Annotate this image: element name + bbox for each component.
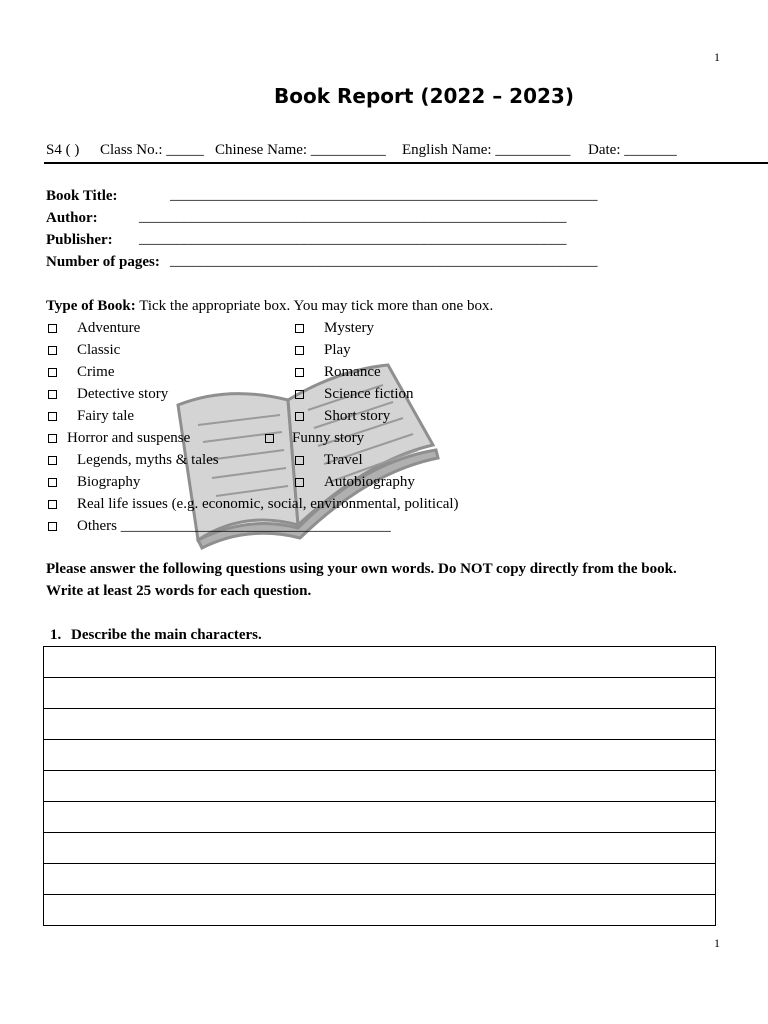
checkbox[interactable] [48,522,57,531]
book-title-label: Book Title: [46,188,118,204]
question-1-text: Describe the main characters. [71,627,262,643]
checkbox[interactable] [48,456,57,465]
type-of-book-instruction: Tick the appropriate box. You may tick more than one box. [139,298,494,314]
header-divider [44,162,768,164]
checkbox[interactable] [295,412,304,421]
checkbox[interactable] [295,390,304,399]
checkbox-item-play[interactable]: Play [295,342,351,359]
publisher-label: Publisher: [46,232,113,248]
checkbox[interactable] [295,478,304,487]
checkbox-item-horror-and-suspense[interactable]: Horror and suspense [48,430,190,447]
checkbox[interactable] [48,368,57,377]
instructions-line-1: Please answer the following questions using your own words. Do NOT copy directly from the book. [46,561,677,577]
checkbox-item-science-fiction[interactable]: Science fiction [295,386,414,403]
checkbox-item-real-life-issues[interactable]: Real life issues (e.g. economic, social, environmental, political) [48,496,459,513]
checkbox[interactable] [48,324,57,333]
checkbox[interactable] [295,456,304,465]
checkbox[interactable] [295,324,304,333]
chinese-name-field[interactable]: Chinese Name: __________ [215,142,386,158]
class-no-field[interactable]: Class No.: _____ [100,142,204,158]
type-of-book-heading [46,298,493,315]
checkbox[interactable] [265,434,274,443]
question-1-number: 1. [50,627,62,643]
checkbox[interactable] [295,368,304,377]
checkbox[interactable] [48,500,57,509]
answer-row[interactable] [44,895,716,926]
checkbox-item-classic[interactable]: Classic [48,342,120,359]
type-of-book-label: Type of Book: [46,298,136,314]
page-number-top: 1 [714,50,720,64]
checkbox-item-adventure[interactable]: Adventure [48,320,140,337]
answer-row[interactable] [44,771,716,802]
checkbox-item-biography[interactable]: Biography [48,474,140,491]
question-1 [50,627,262,644]
class-field[interactable]: S4 ( ) [46,142,80,158]
answer-row[interactable] [44,678,716,709]
checkbox-item-travel[interactable]: Travel [295,452,363,469]
answer-row[interactable] [44,802,716,833]
checkbox[interactable] [48,390,57,399]
checkbox[interactable] [48,412,57,421]
answer-box[interactable] [43,646,716,926]
pages-input-line[interactable]: _________________________________________________________ [170,253,598,269]
checkbox[interactable] [48,434,57,443]
checkbox-item-romance[interactable]: Romance [295,364,381,381]
checkbox-item-crime[interactable]: Crime [48,364,115,381]
checkbox-item-legends-myths-tales[interactable]: Legends, myths & tales [48,452,219,469]
checkbox-item-detective-story[interactable]: Detective story [48,386,168,403]
book-title-input-line[interactable]: _________________________________________________________ [170,187,598,203]
instructions-line-2: Write at least 25 words for each question. [46,583,312,599]
answer-row[interactable] [44,740,716,771]
page-number-bottom: 1 [714,936,720,950]
page-title: Book Report (2022 – 2023) [274,84,574,108]
answer-row[interactable] [44,647,716,678]
date-field[interactable]: Date: _______ [588,142,677,158]
author-input-line[interactable]: _________________________________________________________ [139,209,567,225]
checkbox-item-mystery[interactable]: Mystery [295,320,374,337]
checkbox-item-autobiography[interactable]: Autobiography [295,474,415,491]
checkbox[interactable] [48,478,57,487]
publisher-input-line[interactable]: _________________________________________________________ [139,231,567,247]
answer-row[interactable] [44,709,716,740]
pages-label: Number of pages: [46,254,160,270]
english-name-field[interactable]: English Name: __________ [402,142,571,158]
checkbox-item-short-story[interactable]: Short story [295,408,390,425]
checkbox-item-funny-story[interactable]: Funny story [265,430,364,447]
checkbox[interactable] [295,346,304,355]
checkbox-item-fairy-tale[interactable]: Fairy tale [48,408,134,425]
author-label: Author: [46,210,98,226]
answer-row[interactable] [44,864,716,895]
checkbox-item-others[interactable]: Others ____________________________________ [48,518,391,535]
answer-row[interactable] [44,833,716,864]
checkbox[interactable] [48,346,57,355]
